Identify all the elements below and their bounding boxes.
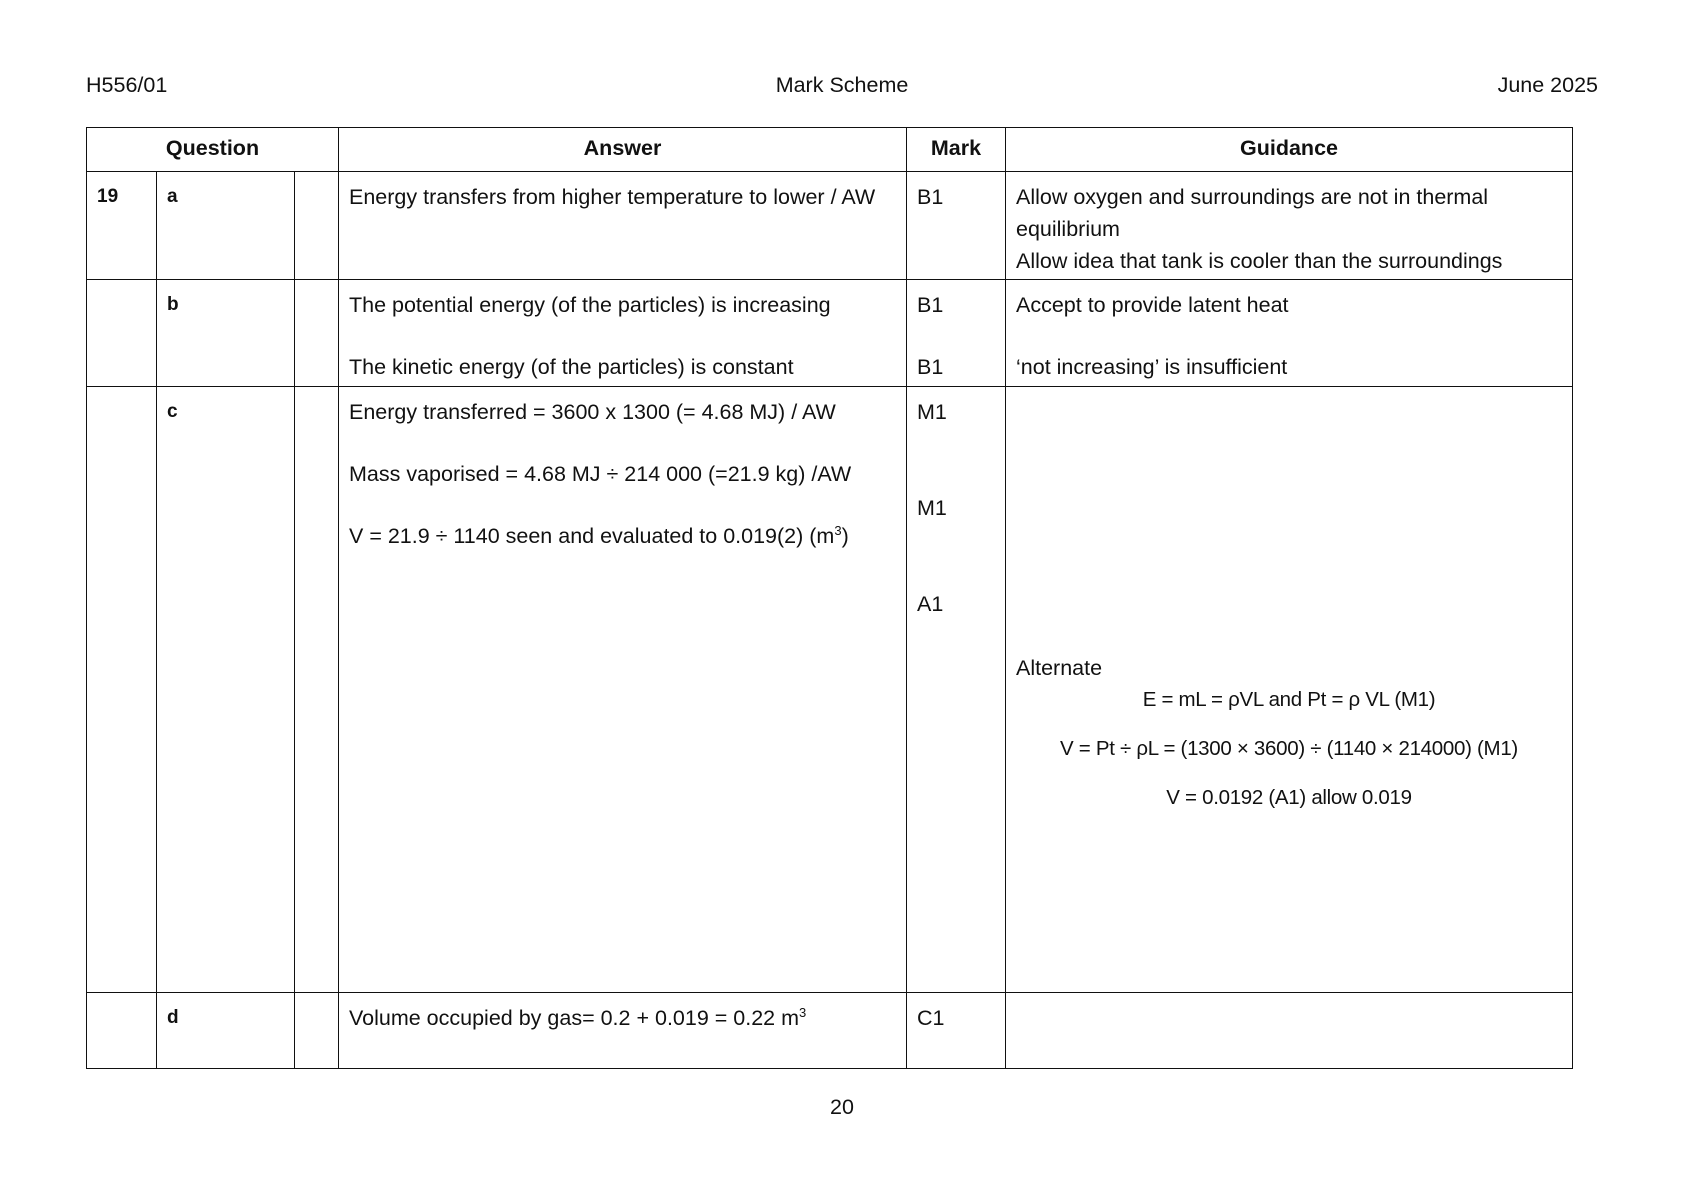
header-mark: Mark (907, 128, 1006, 172)
guidance-formula: V = 0.0192 (A1) allow 0.019 (1166, 786, 1412, 809)
answer-cell (339, 993, 907, 1069)
mark: B1 (917, 185, 944, 209)
guidance-cell (1006, 172, 1573, 280)
guidance-text: ‘not increasing’ is insufficient (1016, 355, 1288, 379)
document-title: Mark Scheme (775, 73, 909, 97)
question-number: 19 (87, 172, 157, 280)
answer-text: Energy transferred = 3600 x 1300 (= 4.68 MJ) / AW (349, 400, 836, 424)
part-label: b (157, 280, 295, 387)
mark-cell (907, 993, 1006, 1069)
answer-text-main: V = 21.9 ÷ 1140 seen and evaluated to 0.019(2) (m (349, 524, 835, 548)
superscript: 3 (799, 1004, 807, 1020)
mark: C1 (917, 1006, 945, 1030)
guidance-cell (1006, 387, 1573, 993)
mark: A1 (917, 592, 944, 616)
guidance-cell (1006, 993, 1573, 1069)
part-label: d (157, 993, 295, 1069)
page-number: 20 (830, 1095, 854, 1119)
answer-text: Volume occupied by gas= 0.2 + 0.019 = 0.22 m (349, 1006, 800, 1030)
answer-text: Energy transfers from higher temperature to lower / AW (349, 185, 876, 209)
answer-cell (339, 280, 907, 387)
guidance-formula: V = Pt ÷ ρL = (1300 × 3600) ÷ (1140 × 214000) (M1) (1060, 737, 1518, 760)
table-row (87, 280, 1573, 387)
exam-date: June 2025 (1497, 73, 1598, 97)
mark-cell (907, 280, 1006, 387)
guidance-text: Accept to provide latent heat (1016, 293, 1289, 317)
answer-text: Mass vaporised = 4.68 MJ ÷ 214 000 (=21.9 kg) /AW (349, 462, 852, 486)
paper-code: H556/01 (86, 73, 168, 97)
guidance-text: Alternate (1016, 656, 1103, 680)
header-answer: Answer (339, 128, 907, 172)
table-row (87, 387, 1573, 993)
superscript: 3 (834, 522, 842, 538)
mark: M1 (917, 400, 947, 424)
table-header-row (87, 128, 1573, 172)
mark-cell (907, 172, 1006, 280)
guidance-text: Allow oxygen and surroundings are not in thermal equilibrium (1016, 185, 1489, 241)
answer-text-end: ) (841, 524, 849, 548)
part-label: a (157, 172, 295, 280)
answer-text: The potential energy (of the particles) is increasing (349, 293, 831, 317)
guidance-text: Allow idea that tank is cooler than the surroundings (1016, 249, 1503, 273)
guidance-cell (1006, 280, 1573, 387)
answer-cell (339, 172, 907, 280)
guidance-formula: E = mL = ρVL and Pt = ρ VL (M1) (1142, 688, 1436, 711)
table-row (87, 993, 1573, 1069)
header-question: Question (87, 128, 339, 172)
header-guidance: Guidance (1006, 128, 1573, 172)
table-row (87, 172, 1573, 280)
mark: M1 (917, 496, 947, 520)
part-label: c (157, 387, 295, 993)
mark-cell (907, 387, 1006, 993)
answer-text (349, 520, 896, 552)
answer-text: The kinetic energy (of the particles) is constant (349, 355, 794, 379)
answer-cell (339, 387, 907, 993)
mark-scheme-table (86, 127, 1573, 1069)
mark: B1 (917, 293, 944, 317)
mark: B1 (917, 355, 944, 379)
